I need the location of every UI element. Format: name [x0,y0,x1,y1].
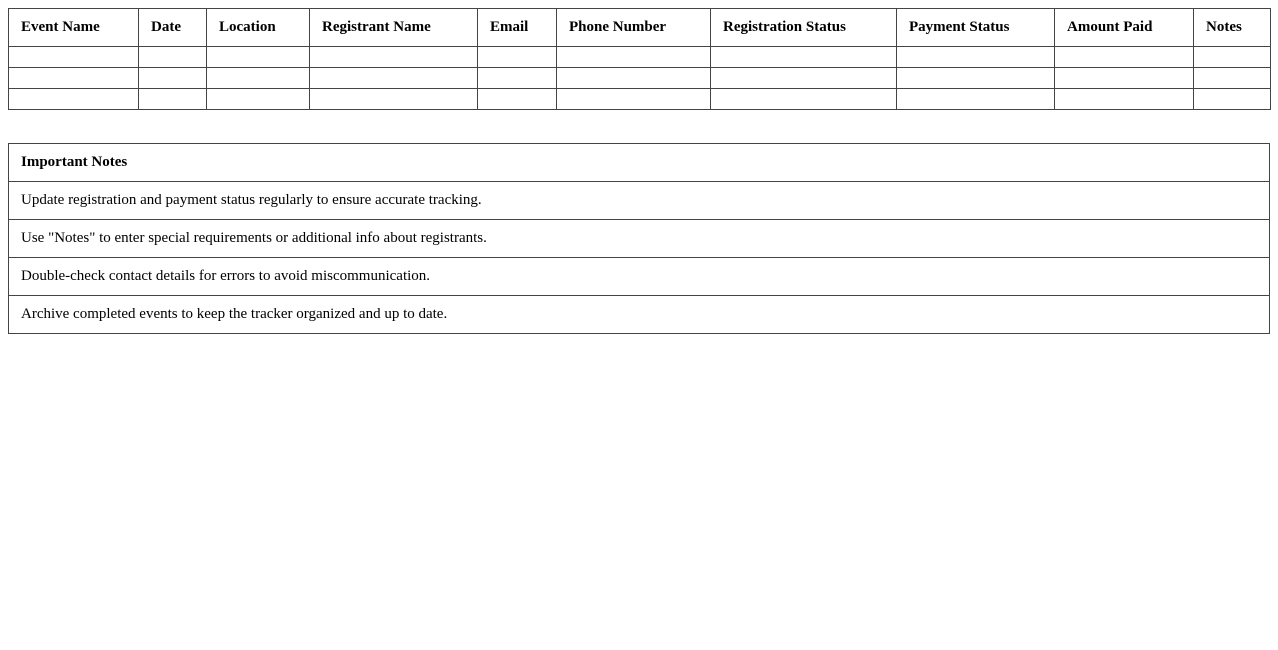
note-item: Update registration and payment status regularly to ensure accurate tracking. [9,182,1270,220]
cell-location[interactable] [207,89,310,110]
column-header-notes: Notes [1194,9,1271,47]
cell-registration-status[interactable] [711,47,897,68]
cell-location[interactable] [207,68,310,89]
cell-date[interactable] [139,47,207,68]
note-row [9,220,1270,258]
notes-header-row [9,144,1270,182]
cell-email[interactable] [478,89,557,110]
cell-email[interactable] [478,47,557,68]
column-header-amount-paid: Amount Paid [1055,9,1194,47]
cell-registrant-name[interactable] [310,68,478,89]
column-header-event-name: Event Name [9,9,139,47]
column-header-registration-status: Registration Status [711,9,897,47]
note-row [9,296,1270,334]
cell-payment-status[interactable] [897,68,1055,89]
registration-tracker-table [8,8,1271,110]
cell-registration-status[interactable] [711,89,897,110]
important-notes-table [8,143,1270,334]
cell-amount-paid[interactable] [1055,68,1194,89]
column-header-payment-status: Payment Status [897,9,1055,47]
column-header-date: Date [139,9,207,47]
table-row [9,47,1271,68]
cell-registration-status[interactable] [711,68,897,89]
cell-registrant-name[interactable] [310,47,478,68]
cell-email[interactable] [478,68,557,89]
cell-event-name[interactable] [9,89,139,110]
column-header-location: Location [207,9,310,47]
note-item: Use "Notes" to enter special requirements or additional info about registrants. [9,220,1270,258]
notes-title: Important Notes [9,144,1270,182]
cell-notes[interactable] [1194,68,1271,89]
cell-phone-number[interactable] [557,68,711,89]
column-header-email: Email [478,9,557,47]
note-item: Archive completed events to keep the tracker organized and up to date. [9,296,1270,334]
note-row [9,258,1270,296]
cell-phone-number[interactable] [557,89,711,110]
column-header-phone-number: Phone Number [557,9,711,47]
cell-notes[interactable] [1194,89,1271,110]
cell-notes[interactable] [1194,47,1271,68]
cell-payment-status[interactable] [897,89,1055,110]
table-row [9,89,1271,110]
cell-date[interactable] [139,68,207,89]
header-row [9,9,1271,47]
cell-amount-paid[interactable] [1055,89,1194,110]
cell-registrant-name[interactable] [310,89,478,110]
cell-phone-number[interactable] [557,47,711,68]
cell-event-name[interactable] [9,47,139,68]
cell-location[interactable] [207,47,310,68]
table-row [9,68,1271,89]
column-header-registrant-name: Registrant Name [310,9,478,47]
note-item: Double-check contact details for errors to avoid miscommunication. [9,258,1270,296]
cell-amount-paid[interactable] [1055,47,1194,68]
cell-payment-status[interactable] [897,47,1055,68]
cell-event-name[interactable] [9,68,139,89]
cell-date[interactable] [139,89,207,110]
note-row [9,182,1270,220]
